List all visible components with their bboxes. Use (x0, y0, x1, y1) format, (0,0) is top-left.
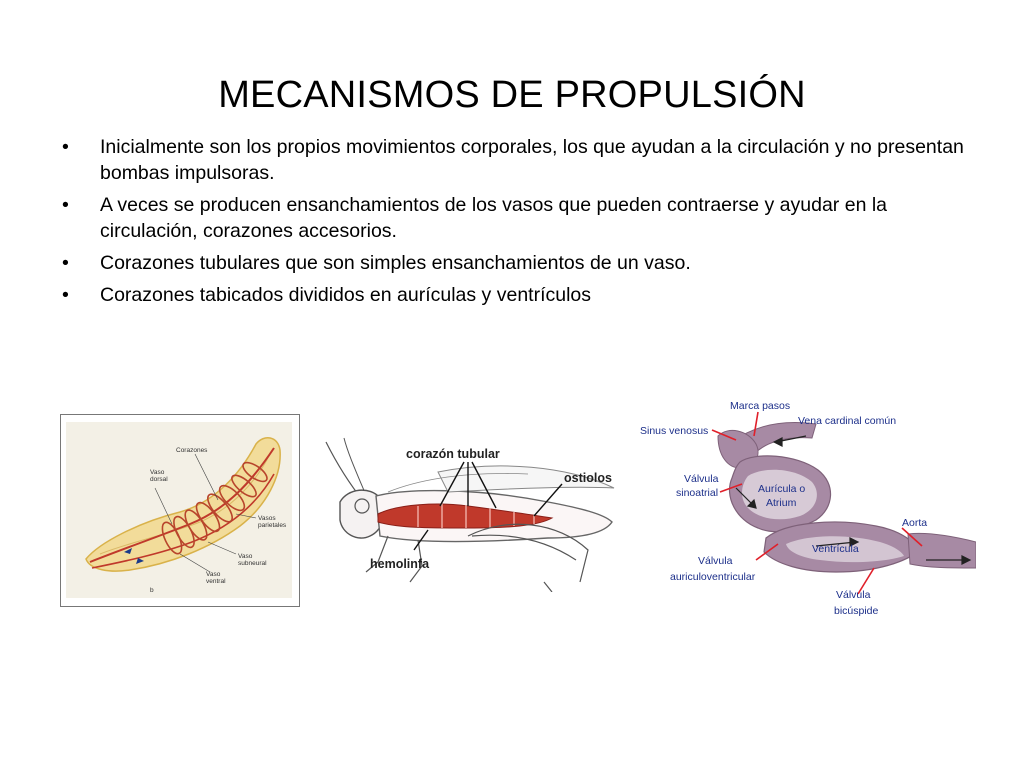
bullet-item (62, 134, 977, 186)
label-vaso-ventral-2: ventral (206, 578, 226, 585)
label-auricula: Aurícula o (758, 483, 806, 495)
label-marca-pasos: Marca pasos (730, 400, 791, 412)
label-valvula-bicuspide: Válvula (836, 589, 871, 601)
label-valvula-sinoatrial-2: sinoatrial (676, 487, 719, 499)
slide-title: MECANISMOS DE PROPULSIÓN (218, 74, 806, 116)
label-vaso-dorsal-2: dorsal (150, 476, 168, 483)
fish-heart-figure (636, 396, 976, 618)
label-valvula-bicuspide-2: bicúspide (834, 605, 879, 617)
label-vaso-ventral: Vaso (206, 571, 221, 578)
grasshopper-heart-figure (318, 432, 618, 592)
label-valvula-sinoatrial: Válvula (684, 473, 719, 485)
label-vaso-subneural: Vaso (238, 553, 253, 560)
bullet-item (62, 250, 977, 276)
bullet-text: A veces se producen ensanchamientos de los vasos que pueden contraerse y ayudar en la circulación, corazones accesorios. (100, 194, 888, 242)
bullet-text: Corazones tabicados divididos en aurículas y ventrículos (100, 284, 592, 306)
bullet-marker: • (62, 252, 69, 274)
worm-circulation-figure (60, 414, 300, 607)
bullet-list (62, 134, 977, 314)
label-corazon-tubular: corazón tubular (406, 447, 500, 461)
bullet-marker: • (62, 284, 69, 306)
label-ostiolos: ostiolos (564, 471, 612, 485)
bullet-text: Corazones tubulares que son simples ensanchamientos de un vaso. (100, 252, 691, 274)
label-corazones: Corazones (176, 447, 208, 454)
bullet-text: Inicialmente son los propios movimientos corporales, los que ayudan a la circulación y no presentan bombas impulsoras. (100, 136, 964, 184)
bullet-marker: • (62, 136, 69, 158)
label-vasos-parietales: Vasos (258, 515, 276, 522)
label-vena-cardinal: Vena cardinal común (798, 415, 897, 427)
label-valvula-av-2: auriculoventricular (670, 571, 756, 583)
label-aorta: Aorta (902, 517, 928, 529)
label-vaso-subneural-2: subneural (238, 560, 267, 567)
label-hemolinfa: hemolinfa (370, 557, 430, 571)
bullet-item (62, 192, 977, 244)
label-valvula-av: Válvula (698, 555, 733, 567)
bullet-marker: • (62, 194, 69, 216)
label-sinus-venosus: Sinus venosus (640, 425, 709, 437)
label-vaso-dorsal: Vaso (150, 469, 165, 476)
label-auricula-2: Atrium (766, 497, 797, 509)
label-ventricula: Ventrícula (812, 543, 859, 555)
panel-letter: b (150, 587, 154, 594)
bullet-item (62, 282, 977, 308)
label-vasos-parietales-2: parietales (258, 522, 287, 529)
